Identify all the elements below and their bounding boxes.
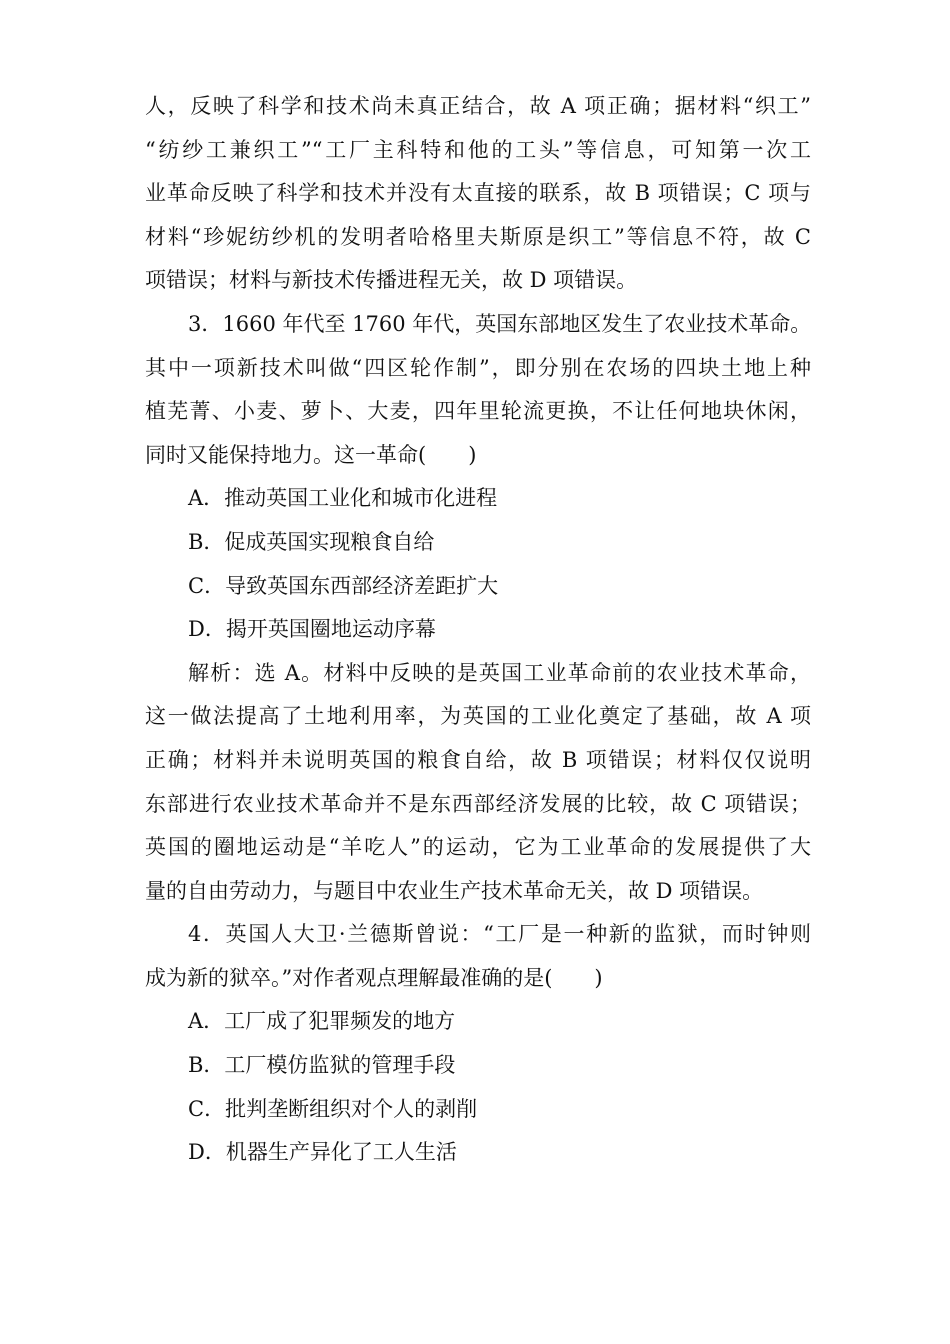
question-3-option-d: D．揭开英国圈地运动序幕 — [188, 617, 436, 642]
text-line: 正确；材料并未说明英国的粮食自给，故 B 项错误；材料仅仅说明 — [145, 747, 811, 772]
text-line: 成为新的狱卒。”对作者观点理解最准确的是( ) — [145, 965, 603, 990]
text-line: 量的自由劳动力，与题目中农业生产技术革命无关，故 D 项错误。 — [145, 878, 764, 903]
text-line: 植芜菁、小麦、萝卜、大麦，四年里轮流更换，不让任何地块休闲， — [145, 399, 811, 424]
question-4-option-a: A．工厂成了犯罪频发的地方 — [188, 1009, 456, 1034]
text-line: 项错误；材料与新技术传播进程无关，故 D 项错误。 — [145, 268, 638, 293]
question-3-option-a: A．推动英国工业化和城市化进程 — [188, 486, 498, 511]
text-line: 这一做法提高了土地利用率，为英国的工业化奠定了基础，故 A 项 — [145, 704, 811, 729]
text-line: 英国的圈地运动是“羊吃人”的运动，它为工业革命的发展提供了大 — [145, 835, 811, 860]
document-page — [145, 85, 811, 1175]
question-3-analysis: 解析：选 A。材料中反映的是英国工业革命前的农业技术革命， — [188, 660, 811, 685]
text-line: 东部进行农业技术革命并不是东西部经济发展的比较，故 C 项错误； — [145, 791, 811, 816]
question-4-stem: 4．英国人大卫·兰德斯曾说：“工厂是一种新的监狱，而时钟则 — [188, 922, 811, 947]
question-4-option-d: D．机器生产异化了工人生活 — [188, 1140, 457, 1165]
question-4-option-c: C．批判垄断组织对个人的剥削 — [188, 1096, 478, 1121]
text-line: 其中一项新技术叫做“四区轮作制”，即分别在农场的四块土地上种 — [145, 355, 811, 380]
question-4-option-b: B．工厂模仿监狱的管理手段 — [188, 1053, 456, 1078]
text-line: 材料“珍妮纺纱机的发明者哈格里夫斯原是织工”等信息不符，故 C — [145, 224, 811, 249]
text-line: 业革命反映了科学和技术并没有太直接的联系，故 B 项错误；C 项与 — [145, 181, 811, 206]
question-3-stem: 3．1660 年代至 1760 年代，英国东部地区发生了农业技术革命。 — [188, 311, 811, 336]
text-line: “纺纱工兼织工”“工厂主科特和他的工头”等信息，可知第一次工 — [145, 137, 811, 162]
text-line: 人，反映了科学和技术尚未真正结合，故 A 项正确；据材料“织工” — [145, 94, 811, 118]
text-line: 同时又能保持地力。这一革命( ) — [145, 442, 477, 467]
question-3-option-c: C．导致英国东西部经济差距扩大 — [188, 573, 499, 598]
question-3-option-b: B．促成英国实现粮食自给 — [188, 529, 435, 554]
